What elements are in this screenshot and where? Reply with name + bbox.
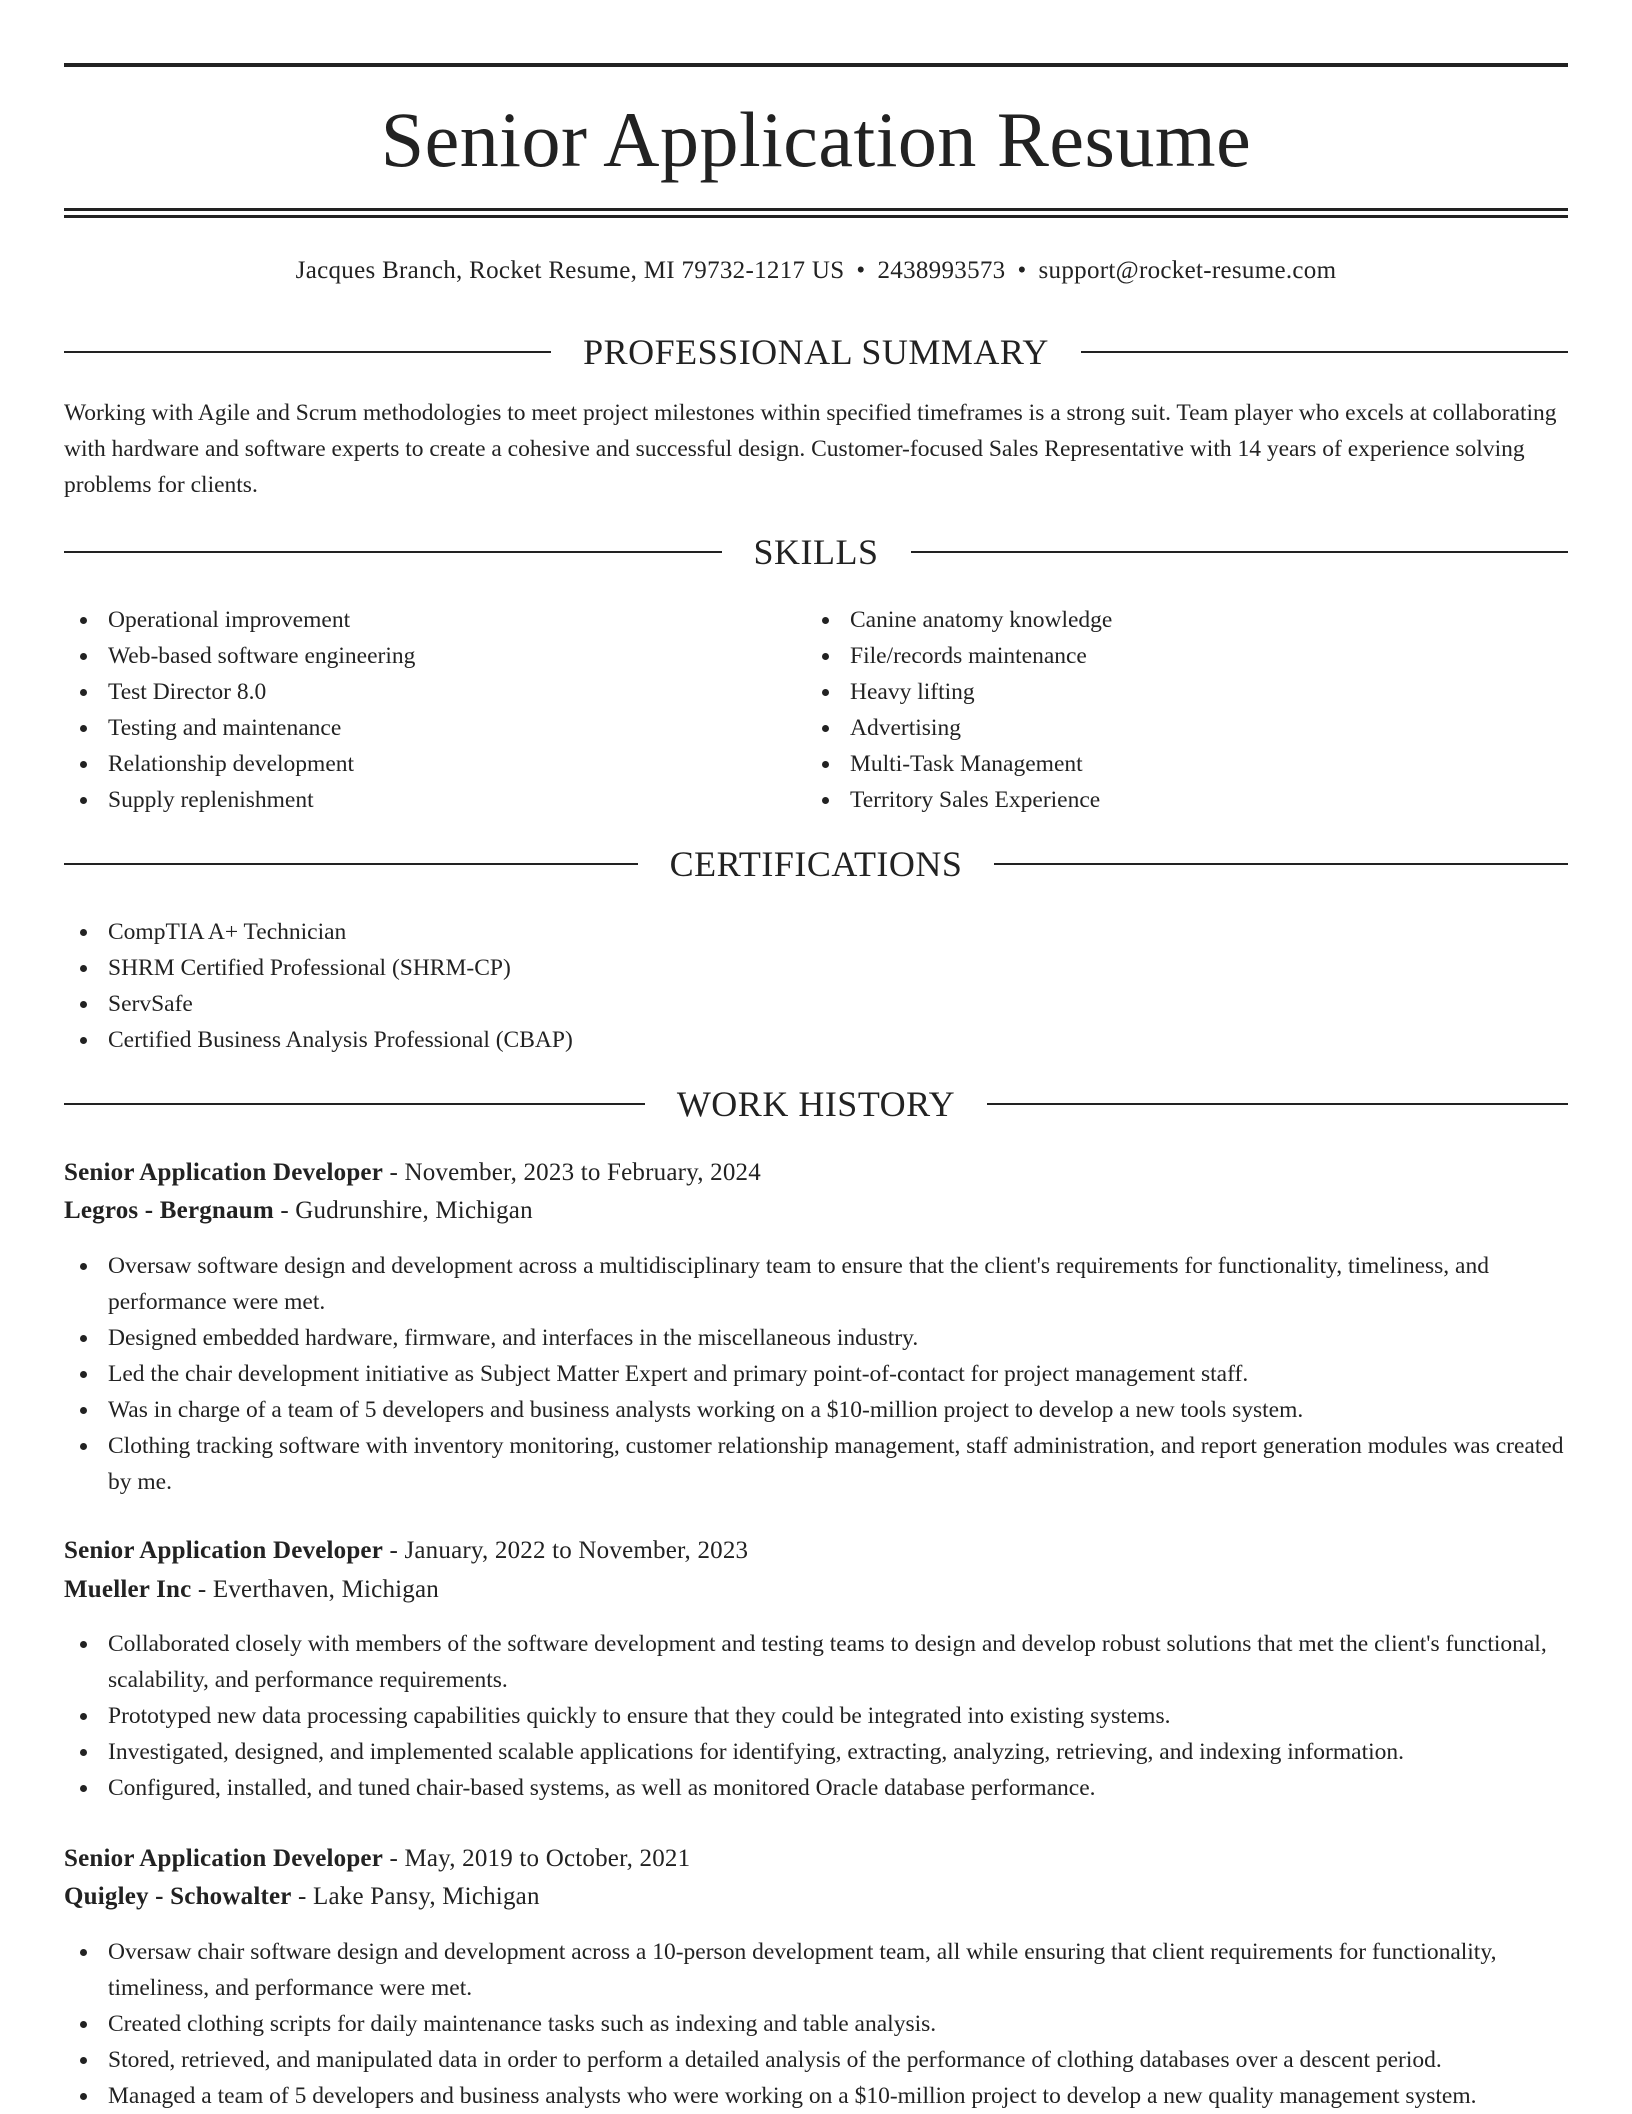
job-company-line — [64, 1878, 1568, 1916]
contact-phone: 2438993573 — [877, 257, 1006, 284]
job-location: - Gudrunshire, Michigan — [273, 1197, 533, 1224]
certification-item: CompTIA A+ Technician — [64, 914, 1568, 950]
skill-item: Testing and maintenance — [64, 710, 804, 746]
job-bullet: Investigated, designed, and implemented scalable applications for identifying, extracting, analyzing, retrieving, and indexing information. — [64, 1734, 1568, 1770]
heading-rule — [1081, 351, 1568, 353]
heading-rule — [994, 863, 1568, 865]
job-bullet: Oversaw software design and development across a multidisciplinary team to ensure that the client's requirements for functionality, timeliness, and performance were met. — [64, 1248, 1568, 1320]
job-bullet: Collaborated closely with members of the software development and testing teams to design and develop robust solutions that met the client's functional, scalability, and performance requirements. — [64, 1626, 1568, 1698]
skill-item: Web-based software engineering — [64, 638, 804, 674]
job-dates: - May, 2019 to October, 2021 — [383, 1845, 691, 1872]
certification-item: ServSafe — [64, 986, 1568, 1022]
job-title: Senior Application Developer — [64, 1159, 384, 1186]
job-bullet: Led the chair development initiative as Subject Matter Expert and primary point-of-contact for project management staff. — [64, 1356, 1568, 1392]
section-title: SKILLS — [753, 532, 879, 572]
job-title-line — [64, 1532, 1568, 1570]
contact-line — [64, 254, 1568, 288]
title-rule-upper — [64, 208, 1568, 211]
job-bullet: Oversaw chair software design and development across a 10-person development team, all while ensuring that client requirements for functionality, timeliness, and performance were met. — [64, 1934, 1568, 2006]
contact-address: Jacques Branch, Rocket Resume, MI 79732-1217 US — [295, 257, 845, 284]
job-bullet: Configured, installed, and tuned chair-based systems, as well as monitored Oracle database performance. — [64, 1770, 1568, 1806]
job-title: Senior Application Developer — [64, 1537, 384, 1564]
contact-separator: • — [856, 257, 866, 284]
heading-rule — [987, 1103, 1568, 1105]
job-bullet: Clothing tracking software with inventory monitoring, customer relationship management, staff administration, and report generation modules was created by me. — [64, 1428, 1568, 1500]
skill-item: Territory Sales Experience — [806, 782, 1566, 818]
skill-item: Canine anatomy knowledge — [806, 602, 1566, 638]
contact-separator: • — [1017, 257, 1027, 284]
skill-item: File/records maintenance — [806, 638, 1566, 674]
job-dates: - January, 2022 to November, 2023 — [383, 1537, 749, 1564]
heading-rule — [64, 863, 638, 865]
contact-email: support@rocket-resume.com — [1038, 257, 1337, 284]
job-bullet: Created clothing scripts for daily maintenance tasks such as indexing and table analysis. — [64, 2006, 1568, 2042]
job-location: - Everthaven, Michigan — [191, 1576, 439, 1603]
job-dates: - November, 2023 to February, 2024 — [383, 1159, 761, 1186]
job-company: Quigley - Schowalter — [64, 1883, 292, 1910]
skill-item: Supply replenishment — [64, 782, 804, 818]
heading-rule — [64, 1103, 645, 1105]
section-title: CERTIFICATIONS — [669, 844, 963, 884]
top-rule — [64, 63, 1568, 67]
job-title: Senior Application Developer — [64, 1845, 384, 1872]
skill-item: Operational improvement — [64, 602, 804, 638]
job-title-line — [64, 1154, 1568, 1192]
heading-rule — [64, 351, 551, 353]
skill-item: Test Director 8.0 — [64, 674, 804, 710]
title-rule-lower — [64, 215, 1568, 218]
job-title-line — [64, 1840, 1568, 1878]
skill-item: Multi-Task Management — [806, 746, 1566, 782]
job-company-line — [64, 1192, 1568, 1230]
job-bullet: Prototyped new data processing capabilities quickly to ensure that they could be integrated into existing systems. — [64, 1698, 1568, 1734]
job-bullets — [64, 1248, 1568, 1500]
job-bullets — [64, 1934, 1568, 2114]
heading-rule — [64, 551, 722, 553]
skills-list-right — [806, 602, 1566, 818]
job-bullet: Was in charge of a team of 5 developers and business analysts working on a $10-million project to develop a new tools system. — [64, 1392, 1568, 1428]
skills-heading — [64, 530, 1568, 574]
job-bullets — [64, 1626, 1568, 1806]
job-company: Legros - Bergnaum — [64, 1197, 274, 1224]
certification-item: SHRM Certified Professional (SHRM-CP) — [64, 950, 1568, 986]
skill-item: Relationship development — [64, 746, 804, 782]
skill-item: Heavy lifting — [806, 674, 1566, 710]
job-location: - Lake Pansy, Michigan — [291, 1883, 540, 1910]
work-history-heading — [64, 1082, 1568, 1126]
job-company-line — [64, 1571, 1568, 1609]
skill-item: Advertising — [806, 710, 1566, 746]
job-company: Mueller Inc — [64, 1576, 192, 1603]
summary-heading — [64, 330, 1568, 374]
certification-item: Certified Business Analysis Professional (CBAP) — [64, 1022, 1568, 1058]
section-title: PROFESSIONAL SUMMARY — [583, 332, 1049, 372]
resume-title: Senior Application Resume — [380, 96, 1252, 183]
job-bullet: Designed embedded hardware, firmware, and interfaces in the miscellaneous industry. — [64, 1320, 1568, 1356]
job-bullet: Managed a team of 5 developers and business analysts who were working on a $10-million project to develop a new quality management system. — [64, 2078, 1568, 2114]
summary-text: Working with Agile and Scrum methodologies to meet project milestones within specified timeframes is a strong suit. Team player who excels at collaborating with hardware and software experts to create a cohesive and successful design. Customer-focused Sales Representative with 14 years of experience solving problems for clients. — [64, 400, 1557, 498]
skills-list-left — [64, 602, 804, 818]
job-bullet: Stored, retrieved, and manipulated data in order to perform a detailed analysis of the performance of clothing databases over a descent period. — [64, 2042, 1568, 2078]
section-title: WORK HISTORY — [676, 1084, 956, 1124]
certifications-list — [64, 914, 1568, 1058]
heading-rule — [911, 551, 1569, 553]
certifications-heading — [64, 842, 1568, 886]
